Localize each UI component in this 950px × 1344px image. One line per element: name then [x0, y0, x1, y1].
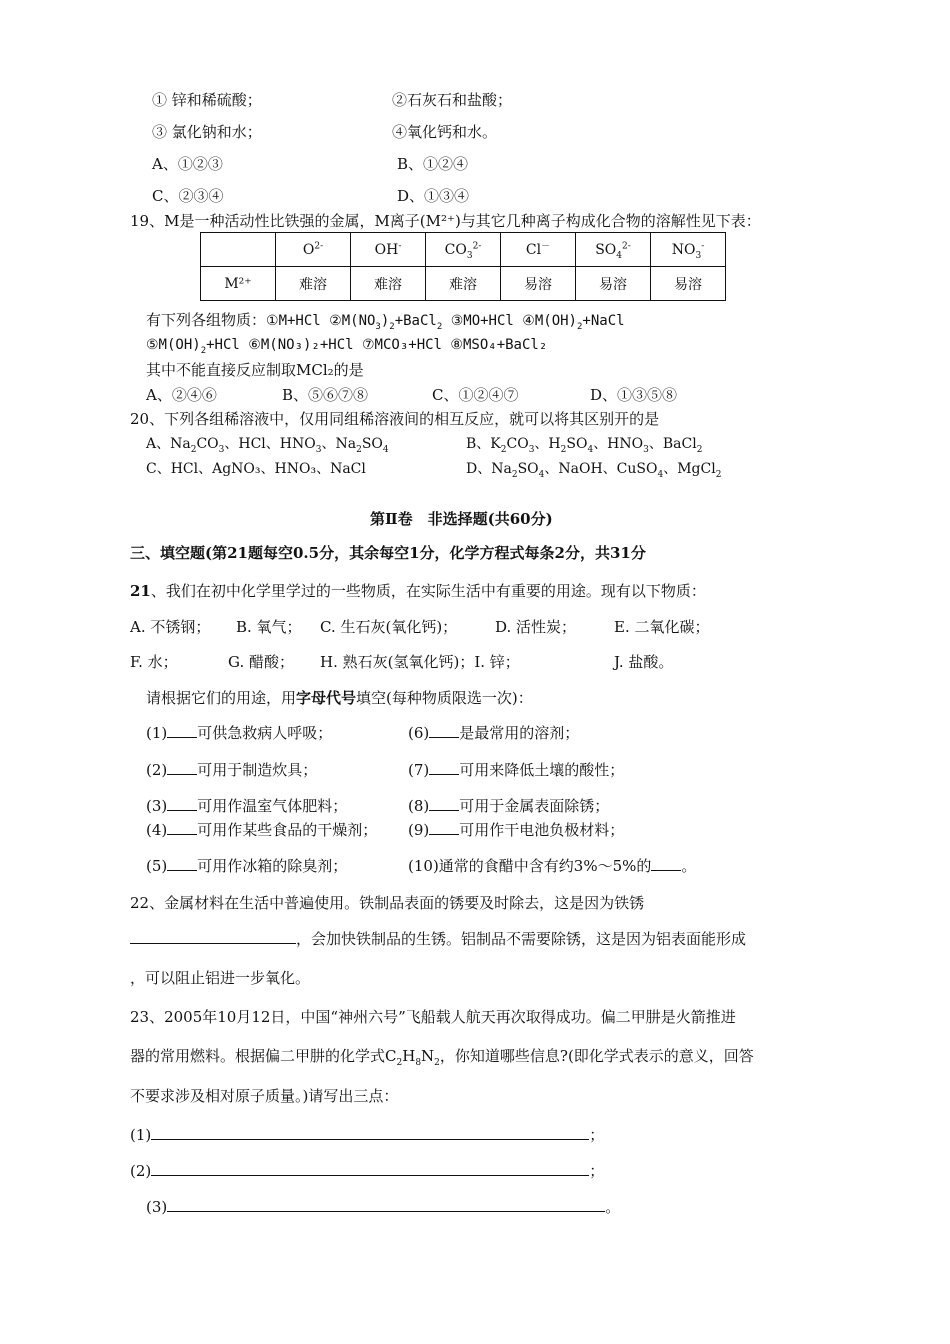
blank-text: (10)通常的食醋中含有约3%～5%的 [408, 857, 652, 875]
q19-option-b: B、⑤⑥⑦⑧ [282, 386, 369, 404]
answer-blank[interactable] [429, 723, 459, 738]
q21-instruction [146, 688, 533, 708]
blank-text: 是最常用的溶剂； [459, 724, 580, 742]
q21-stem-text: 、我们在初中化学里学过的一些物质，在实际生活中有重要的用途。现有以下物质： [150, 582, 706, 600]
q22-line2 [130, 929, 746, 949]
section-title: 第Ⅱ卷 非选择题(共60分) [370, 510, 553, 528]
q18-line2-b: ④氧化钙和水。 [392, 123, 498, 141]
answer-blank[interactable] [151, 1125, 589, 1140]
q19-option-a: A、②④⑥ [146, 386, 217, 404]
blank-num: (2) [146, 761, 168, 779]
answer-blank[interactable] [429, 760, 459, 775]
q19-group-4: $④M(OH)_2+NaCl$ [522, 313, 625, 332]
q18-line1-a: ① 锌和稀硫酸； [152, 91, 262, 109]
q21-item-c: C. 生石灰(氧化钙)； [320, 618, 458, 636]
q21-item-g: G. 醋酸； [228, 653, 294, 671]
answer-blank[interactable] [167, 820, 197, 835]
q21-item-f: F. 水； [130, 653, 178, 671]
blank-text: 可用来降低土壤的酸性； [459, 761, 625, 779]
q23-line1: 23、2005年10月12日，中国“神州六号”飞船载人航天再次取得成功。偏二甲肼是火箭推进 [130, 1008, 736, 1026]
answer-blank[interactable] [167, 1197, 605, 1212]
q21-blank-1 [146, 723, 332, 743]
answer-blank[interactable] [151, 1161, 589, 1176]
blank-num: (7) [408, 761, 430, 779]
table-header-cell: $O^{2-}$ [276, 233, 351, 267]
q23-line2: 器的常用燃料。根据偏二甲肼的化学式$C_2H_8N_2$，你知道哪些信息?(即化学式表示的意义，回答 [130, 1047, 754, 1068]
blank-num: (3) [146, 797, 168, 815]
blank-num: (5) [146, 857, 168, 875]
blank-text: 可用作冰箱的除臭剂； [197, 857, 348, 875]
q19-groups-lead: 有下列各组物质： [146, 311, 267, 329]
q19-ask: 其中不能直接反应制取MCl₂的是 [146, 361, 364, 379]
q19-group-6: ⑥M(NO₃)₂+HCl [248, 337, 354, 353]
q19-groups-line2 [146, 335, 547, 355]
q22-line1: 22、金属材料在生活中普遍使用。铁制品表面的锈要及时除去，这是因为铁锈 [130, 894, 645, 912]
answer-blank[interactable] [167, 856, 197, 871]
q20-option-c: C、HCl、AgNO₃、HNO₃、NaCl [146, 461, 366, 477]
answer-num: (3) [146, 1198, 168, 1216]
q23-answer-1 [130, 1125, 604, 1145]
q23-answer-3 [146, 1197, 620, 1217]
q21-item-d: D. 活性炭； [495, 618, 577, 636]
table-header-cell: $NO_3^-$ [651, 233, 726, 267]
q21-blank-6 [408, 723, 579, 743]
table-cell: 易溶 [651, 267, 726, 301]
q21-blank-4 [146, 820, 377, 840]
q20-stem: 20、下列各组稀溶液中，仅用同组稀溶液间的相互反应，就可以将其区别开的是 [130, 410, 660, 428]
blank-text: 可用作温室气体肥料； [197, 797, 348, 815]
q19-stem: 19、M是一种活动性比铁强的金属，M离子(M²⁺)与其它几种离子构成化合物的溶解性见下表： [130, 212, 761, 230]
blank-num: (4) [146, 821, 168, 839]
q21-instr-b: 字母代号 [296, 689, 357, 707]
table-header-cell: $CO_3^{2-}$ [426, 233, 501, 267]
q21-blank-9 [408, 820, 624, 840]
q21-item-a: A. 不锈钢； [130, 618, 211, 636]
q19-group-7: ⑦MCO₃+HCl [362, 337, 442, 353]
answer-blank[interactable] [167, 723, 197, 738]
table-row [201, 267, 726, 301]
blank-num: (8) [408, 797, 430, 815]
blank-num: (9) [408, 821, 430, 839]
q21-item-b: B. 氧气； [236, 618, 302, 636]
answer-blank[interactable] [429, 820, 459, 835]
q18-option-b: B、①②④ [397, 155, 469, 173]
q19-group-5: $⑤M(OH)_2+HCl$ [146, 337, 240, 356]
solubility-table [200, 232, 726, 301]
q19-option-c: C、①②④⑦ [432, 386, 519, 404]
q19-groups-line1 [146, 310, 625, 331]
answer-end: ； [589, 1162, 605, 1180]
q19-group-8: ⑧MSO₄+BaCl₂ [450, 337, 548, 353]
q21-item-h: H. 熟石灰(氢氧化钙)；I. 锌； [320, 653, 520, 671]
answer-end: ； [589, 1126, 605, 1144]
blank-end: 。 [681, 857, 697, 875]
table-header-row [201, 233, 726, 267]
part3-title: 三、填空题(第21题每空0.5分，其余每空1分，化学方程式每条2分，共31分 [130, 544, 646, 562]
table-header-cell: $SO_4^{2-}$ [576, 233, 651, 267]
q19-group-2: $②M(NO_3)_2+BaCl_2$ [329, 313, 443, 332]
q18-option-a: A、①②③ [152, 155, 223, 173]
answer-blank[interactable] [429, 796, 459, 811]
table-header-cell: Cl－ [501, 233, 576, 267]
answer-blank[interactable] [167, 760, 197, 775]
q18-option-d: D、①③④ [397, 187, 470, 205]
table-cell: 难溶 [351, 267, 426, 301]
blank-text: 可用作某些食品的干燥剂； [197, 821, 378, 839]
blank-num: (1) [146, 724, 168, 742]
q21-blank-3 [146, 796, 347, 816]
q19-group-3: ③MO+HCl [450, 313, 514, 329]
table-corner-cell [201, 233, 276, 267]
q21-blank-7 [408, 760, 624, 780]
q20-option-a: A、$Na_2CO_3$、HCl、$HNO_3$、$Na_2SO_4$ [146, 436, 389, 455]
q21-blank-2 [146, 760, 317, 780]
q21-instr-a: 请根据它们的用途，用 [146, 689, 297, 707]
q18-line1-b: ②石灰石和盐酸； [392, 91, 513, 109]
q21-item-j: J. 盐酸。 [614, 653, 674, 671]
q18-option-c: C、②③④ [152, 187, 224, 205]
blank-text: 可供急救病人呼吸； [197, 724, 333, 742]
q21-stem: 21、我们在初中化学里学过的一些物质，在实际生活中有重要的用途。现有以下物质： [130, 582, 706, 600]
table-cell: 难溶 [276, 267, 351, 301]
q21-blank-10 [408, 856, 696, 876]
answer-blank[interactable] [651, 856, 681, 871]
table-row-label: M²⁺ [201, 267, 276, 301]
blank-num: (6) [408, 724, 430, 742]
answer-num: (2) [130, 1162, 152, 1180]
table-header-cell: OH- [351, 233, 426, 267]
q20-option-b: B、$K_2CO_3$、$H_2SO_4$、$HNO_3$、BaCl$_2$ [466, 436, 703, 455]
answer-end: 。 [605, 1198, 621, 1216]
q21-blank-8 [408, 796, 609, 816]
q19-option-d: D、①③⑤⑧ [590, 386, 678, 404]
q23-answer-2 [130, 1161, 604, 1181]
table-cell: 易溶 [501, 267, 576, 301]
table-cell: 难溶 [426, 267, 501, 301]
blank-text: 可用作干电池负极材料； [459, 821, 625, 839]
blank-text: 可用于制造炊具； [197, 761, 318, 779]
q21-item-e: E. 二氧化碳； [614, 618, 710, 636]
answer-blank[interactable] [130, 929, 296, 944]
q21-blank-5 [146, 856, 347, 876]
answer-num: (1) [130, 1126, 152, 1144]
q22-line2-text: ，会加快铁制品的生锈。铝制品不需要除锈，这是因为铝表面能形成 [296, 930, 747, 948]
q23-line3: 不要求涉及相对原子质量。)请写出三点： [130, 1087, 399, 1105]
q21-instr-c: 填空(每种物质限选一次)： [356, 689, 533, 707]
q20-option-d: D、$Na_2SO_4$、NaOH、CuSO$_4$、MgCl$_2$ [466, 461, 722, 480]
blank-text: 可用于金属表面除锈； [459, 797, 610, 815]
q18-line2-a: ③ 氯化钠和水； [152, 123, 262, 141]
q22-line3: ，可以阻止铝进一步氧化。 [130, 969, 311, 987]
table-cell: 易溶 [576, 267, 651, 301]
q19-group-1: ①M+HCl [266, 313, 321, 329]
answer-blank[interactable] [167, 796, 197, 811]
